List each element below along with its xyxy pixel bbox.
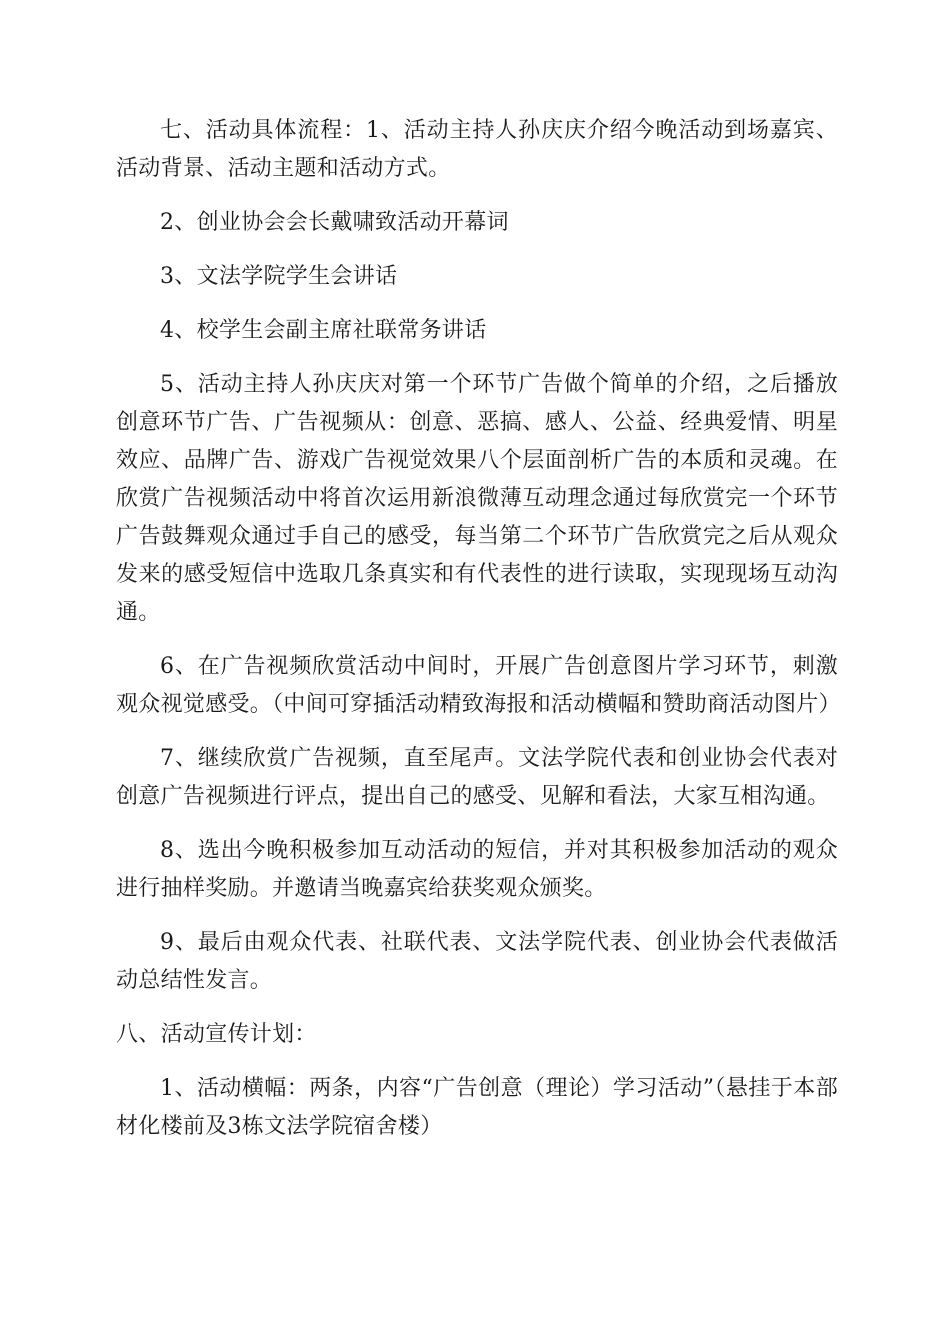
paragraph-step-8: 8、选出今晚积极参加互动活动的短信，并对其积极参加活动的观众进行抽样奖励。并邀请当晚嘉宾给获奖观众颁奖。 [116,838,838,901]
paragraph-publicity-1: 1、活动横幅：两条，内容“广告创意（理论）学习活动”（悬挂于本部材化楼前及3栋文法学院宿舍楼） [116,1076,838,1139]
paragraph-step-2: 2、创业协会会长戴啸致活动开幕词 [160,210,509,235]
paragraph-step-3: 3、文法学院学生会讲话 [160,264,398,289]
paragraph-step-4: 4、校学生会副主席社联常务讲话 [160,318,487,343]
paragraph-step-9: 9、最后由观众代表、社联代表、文法学院代表、创业协会代表做活动总结性发言。 [116,930,838,993]
document-page [116,112,841,1162]
paragraph-process-intro: 七、活动具体流程：1、活动主持人孙庆庆介绍今晚活动到场嘉宾、活动背景、活动主题和活动方式。 [116,118,838,181]
paragraph-step-5: 5、活动主持人孙庆庆对第一个环节广告做个简单的介绍，之后播放创意环节广告、广告视频从：创意、恶搞、感人、公益、经典爱情、明星效应、品牌广告、游戏广告视觉效果八个层面剖析广告的本质和灵魂。在欣赏广告视频活动中将首次运用新浪微薄互动理念通过每欣赏完一个环节广告鼓舞观众通过手自己的感受，每当第二个环节广告欣赏完之后从观众发来的感受短信中选取几条真实和有代表性的进行读取，实现现场互动沟通。 [116,372,838,625]
section-heading-publicity: 八、活动宣传计划： [116,1022,317,1047]
paragraph-step-7: 7、继续欣赏广告视频，直至尾声。文法学院代表和创业协会代表对创意广告视频进行评点，提出自己的感受、见解和看法，大家互相沟通。 [116,746,838,809]
paragraph-step-6: 6、在广告视频欣赏活动中间时，开展广告创意图片学习环节，刺激观众视觉感受。（中间可穿插活动精致海报和活动横幅和赞助商活动图片） [116,654,841,717]
